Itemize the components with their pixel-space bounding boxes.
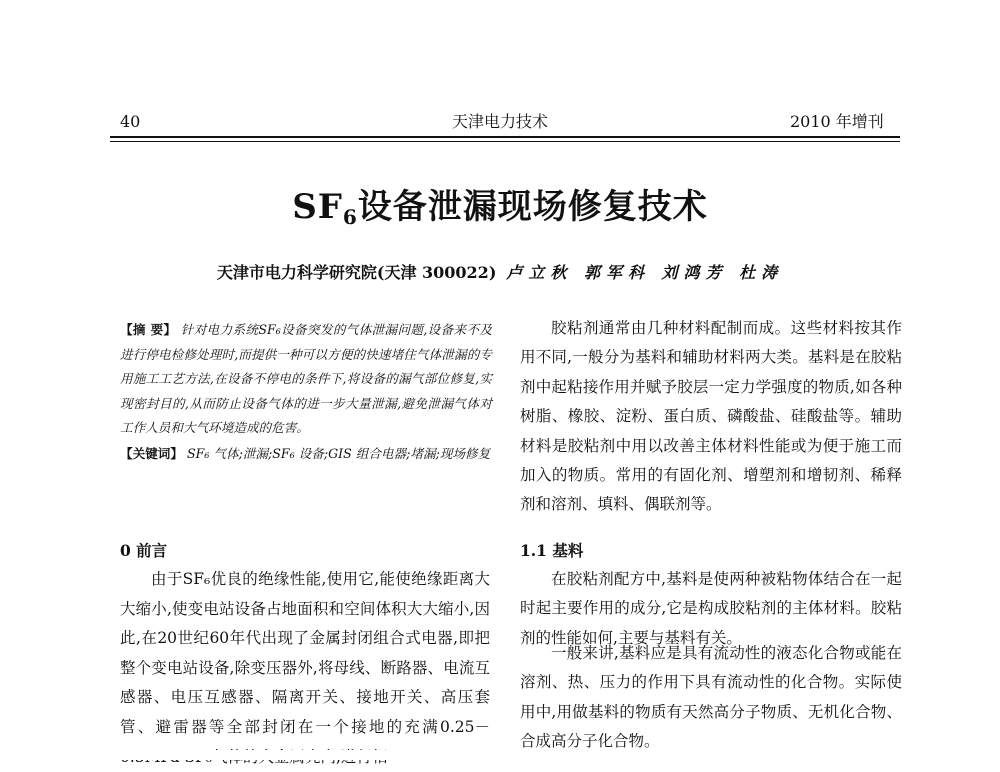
abstract xyxy=(120,318,492,441)
abstract-text: 针对电力系统SF₆设备突发的气体泄漏问题,设备来不及进行停电检修处理时,而提供一种可以方便的快速堵住气体泄漏的专用施工工艺方法,在设备不停电的条件下,将设备的漏气部位修复,实现密封目的,从而防止设备气体的进一步大量泄漏,避免泄漏气体对工作人员和大气环境造成的危害。 xyxy=(120,322,492,435)
intro-paragraph: 由于SF₆优良的绝缘性能,使用它,能使绝缘距离大大缩小,使变电站设备占地面积和空间体积大大缩小,因此,在20世纪60年代出现了金属封闭组合式电器,即把整个变电站设备,除变压器外,将母线、断路器、电流互感器、电压互感器、隔离开关、接地开关、高压套管、避雷器等全部封闭在一个接地的充满0.25－ xyxy=(120,570,490,736)
right-para-1: 胶粘剂通常由几种材料配制而成。这些材料按其作用不同,一般分为基料和辅助材料两大类。基料是在胶粘剂中起粘接作用并赋予胶层一定力学强度的物质,如各种树脂、橡胶、淀粉、蛋白质、磷酸盐、硅酸盐等。辅助材料是胶粘剂中用以改善主体材料性能或为便于施工而加入的物质。常用的有固化剂、增塑剂和增韧剂、稀释剂和溶剂、填料、偶联剂等。 xyxy=(520,319,902,514)
header-rule-thick xyxy=(110,136,900,138)
page-crop-edge xyxy=(0,750,1000,760)
intro-heading: 0 前言 xyxy=(120,541,168,560)
title-subscript: 6 xyxy=(342,205,358,229)
author-names: 卢立秋 郭军科 刘鸿芳 杜涛 xyxy=(506,263,784,282)
intro-body xyxy=(120,565,490,772)
header-rule-thin xyxy=(110,141,900,142)
right-para-2: 在胶粘剂配方中,基料是使两种被粘物体结合在一起时起主要作用的成分,它是构成胶粘剂的主体材料。胶粘剂的性能如何,主要与基料有关。 xyxy=(520,570,902,647)
issue-label: 2010 年增刊 xyxy=(790,112,884,131)
article-title: $SF_6$设备泄漏现场修复技术 xyxy=(292,187,708,229)
abstract-label: 【摘 要】 xyxy=(120,322,177,337)
page-number: 40 xyxy=(120,112,141,131)
journal-name: 天津电力技术 xyxy=(452,112,549,131)
right-para-3: 一般来讲,基料应是具有流动性的液态化合物或能在溶剂、热、压力的作用下具有流动性的化合物。实际使用中,用做基料的物质有天然高分子物质、无机化合物、合成高分子化合物。 xyxy=(520,644,902,751)
subsection-heading-base-material: 1.1 基料 xyxy=(520,541,584,560)
affiliation: 天津市电力科学研究院(天津 300022) xyxy=(216,263,497,282)
keywords-label: 【关键词】 xyxy=(120,445,183,461)
keywords xyxy=(120,442,492,467)
abstract-block xyxy=(120,318,492,466)
keywords-text: SF₆ 气体;泄漏;SF₆ 设备;GIS 组合电器;堵漏;现场修复 xyxy=(186,445,491,461)
author-line xyxy=(0,263,1000,283)
